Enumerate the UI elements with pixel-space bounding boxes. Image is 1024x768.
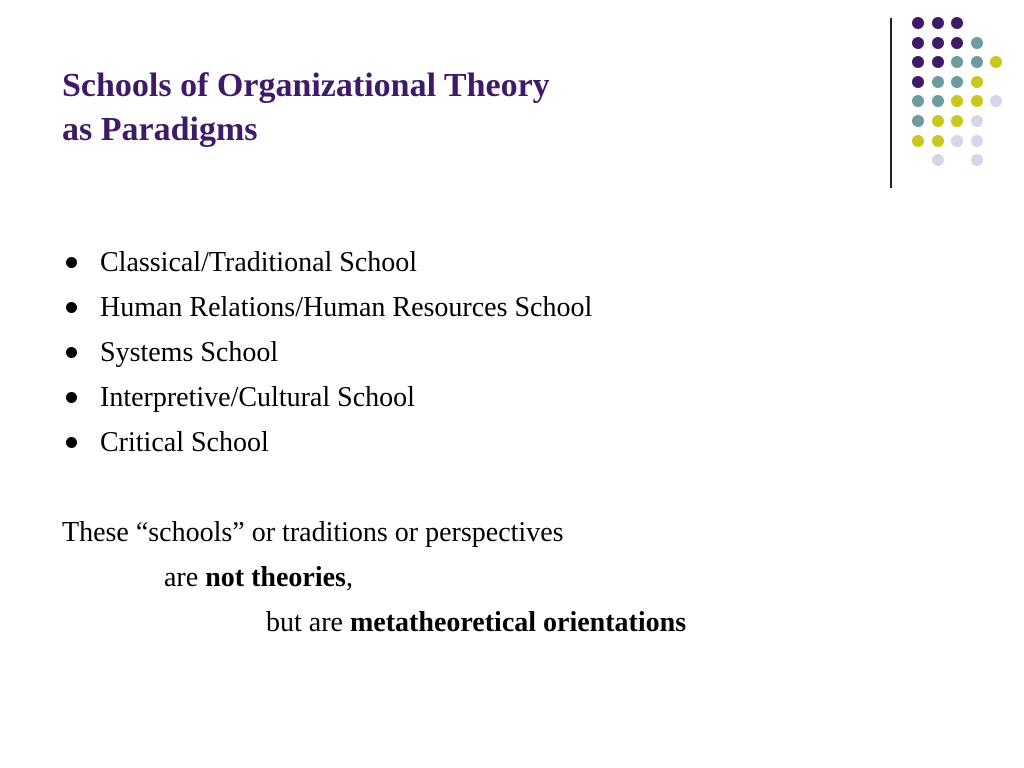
- decorative-dot: [971, 115, 983, 127]
- title-line-2: as Paradigms: [62, 111, 258, 148]
- decorative-dot: [951, 37, 963, 49]
- decorative-dot: [971, 56, 983, 68]
- summary-text: but are: [266, 607, 350, 638]
- decorative-dot: [951, 76, 963, 88]
- bullet-item: [62, 240, 592, 285]
- bullet-text: Interpretive/Cultural School: [100, 382, 415, 413]
- decorative-dot: [912, 135, 924, 147]
- bullet-text: Critical School: [100, 427, 269, 458]
- decorative-dot: [971, 76, 983, 88]
- summary-text: are: [164, 562, 206, 593]
- decorative-dot: [932, 17, 944, 29]
- bullet-icon: [66, 302, 77, 313]
- decorative-dot: [912, 95, 924, 107]
- decorative-dot: [951, 17, 963, 29]
- decorative-dot: [971, 154, 983, 166]
- bullet-list: [62, 240, 592, 465]
- decorative-dot: [951, 56, 963, 68]
- decorative-dot: [932, 154, 944, 166]
- bullet-text: Systems School: [100, 337, 279, 368]
- decorative-dot: [912, 115, 924, 127]
- summary-paragraph: [62, 510, 686, 645]
- decorative-dot: [912, 37, 924, 49]
- slide-title: [62, 64, 862, 152]
- decorative-dot: [971, 95, 983, 107]
- decorative-dot: [990, 56, 1002, 68]
- bullet-icon: [66, 437, 77, 448]
- decorative-dot: [971, 135, 983, 147]
- bullet-item: [62, 285, 592, 330]
- title-line-1: Schools of Organizational Theory: [62, 67, 550, 104]
- bullet-icon: [66, 392, 77, 403]
- summary-line-1: [62, 510, 686, 555]
- summary-text: ,: [345, 562, 353, 593]
- decorative-dot: [932, 37, 944, 49]
- bullet-text: Human Relations/Human Resources School: [100, 292, 593, 323]
- summary-line-3: [62, 600, 686, 645]
- emphasis-metatheoretical: metatheoretical orientations: [349, 607, 687, 638]
- decorative-dot: [932, 135, 944, 147]
- summary-text: These “schools” or traditions or perspectives: [62, 517, 564, 548]
- decorative-dot: [951, 135, 963, 147]
- bullet-text: Classical/Traditional School: [100, 247, 418, 278]
- bullet-icon: [66, 347, 77, 358]
- decorative-dot: [932, 115, 944, 127]
- emphasis-not-theories: not theories: [205, 562, 346, 593]
- decorative-dot: [932, 76, 944, 88]
- decorative-dot: [912, 17, 924, 29]
- decorative-dot: [990, 95, 1002, 107]
- decorative-dot: [951, 115, 963, 127]
- bullet-icon: [66, 257, 77, 268]
- bullet-item: [62, 330, 592, 375]
- decorative-dot: [912, 56, 924, 68]
- decorative-dot: [912, 76, 924, 88]
- vertical-divider: [890, 18, 892, 188]
- bullet-item: [62, 420, 592, 465]
- decorative-dot: [932, 95, 944, 107]
- decorative-dot: [951, 95, 963, 107]
- decorative-dot: [971, 37, 983, 49]
- bullet-item: [62, 375, 592, 420]
- decorative-dot: [932, 56, 944, 68]
- summary-line-2: [62, 555, 686, 600]
